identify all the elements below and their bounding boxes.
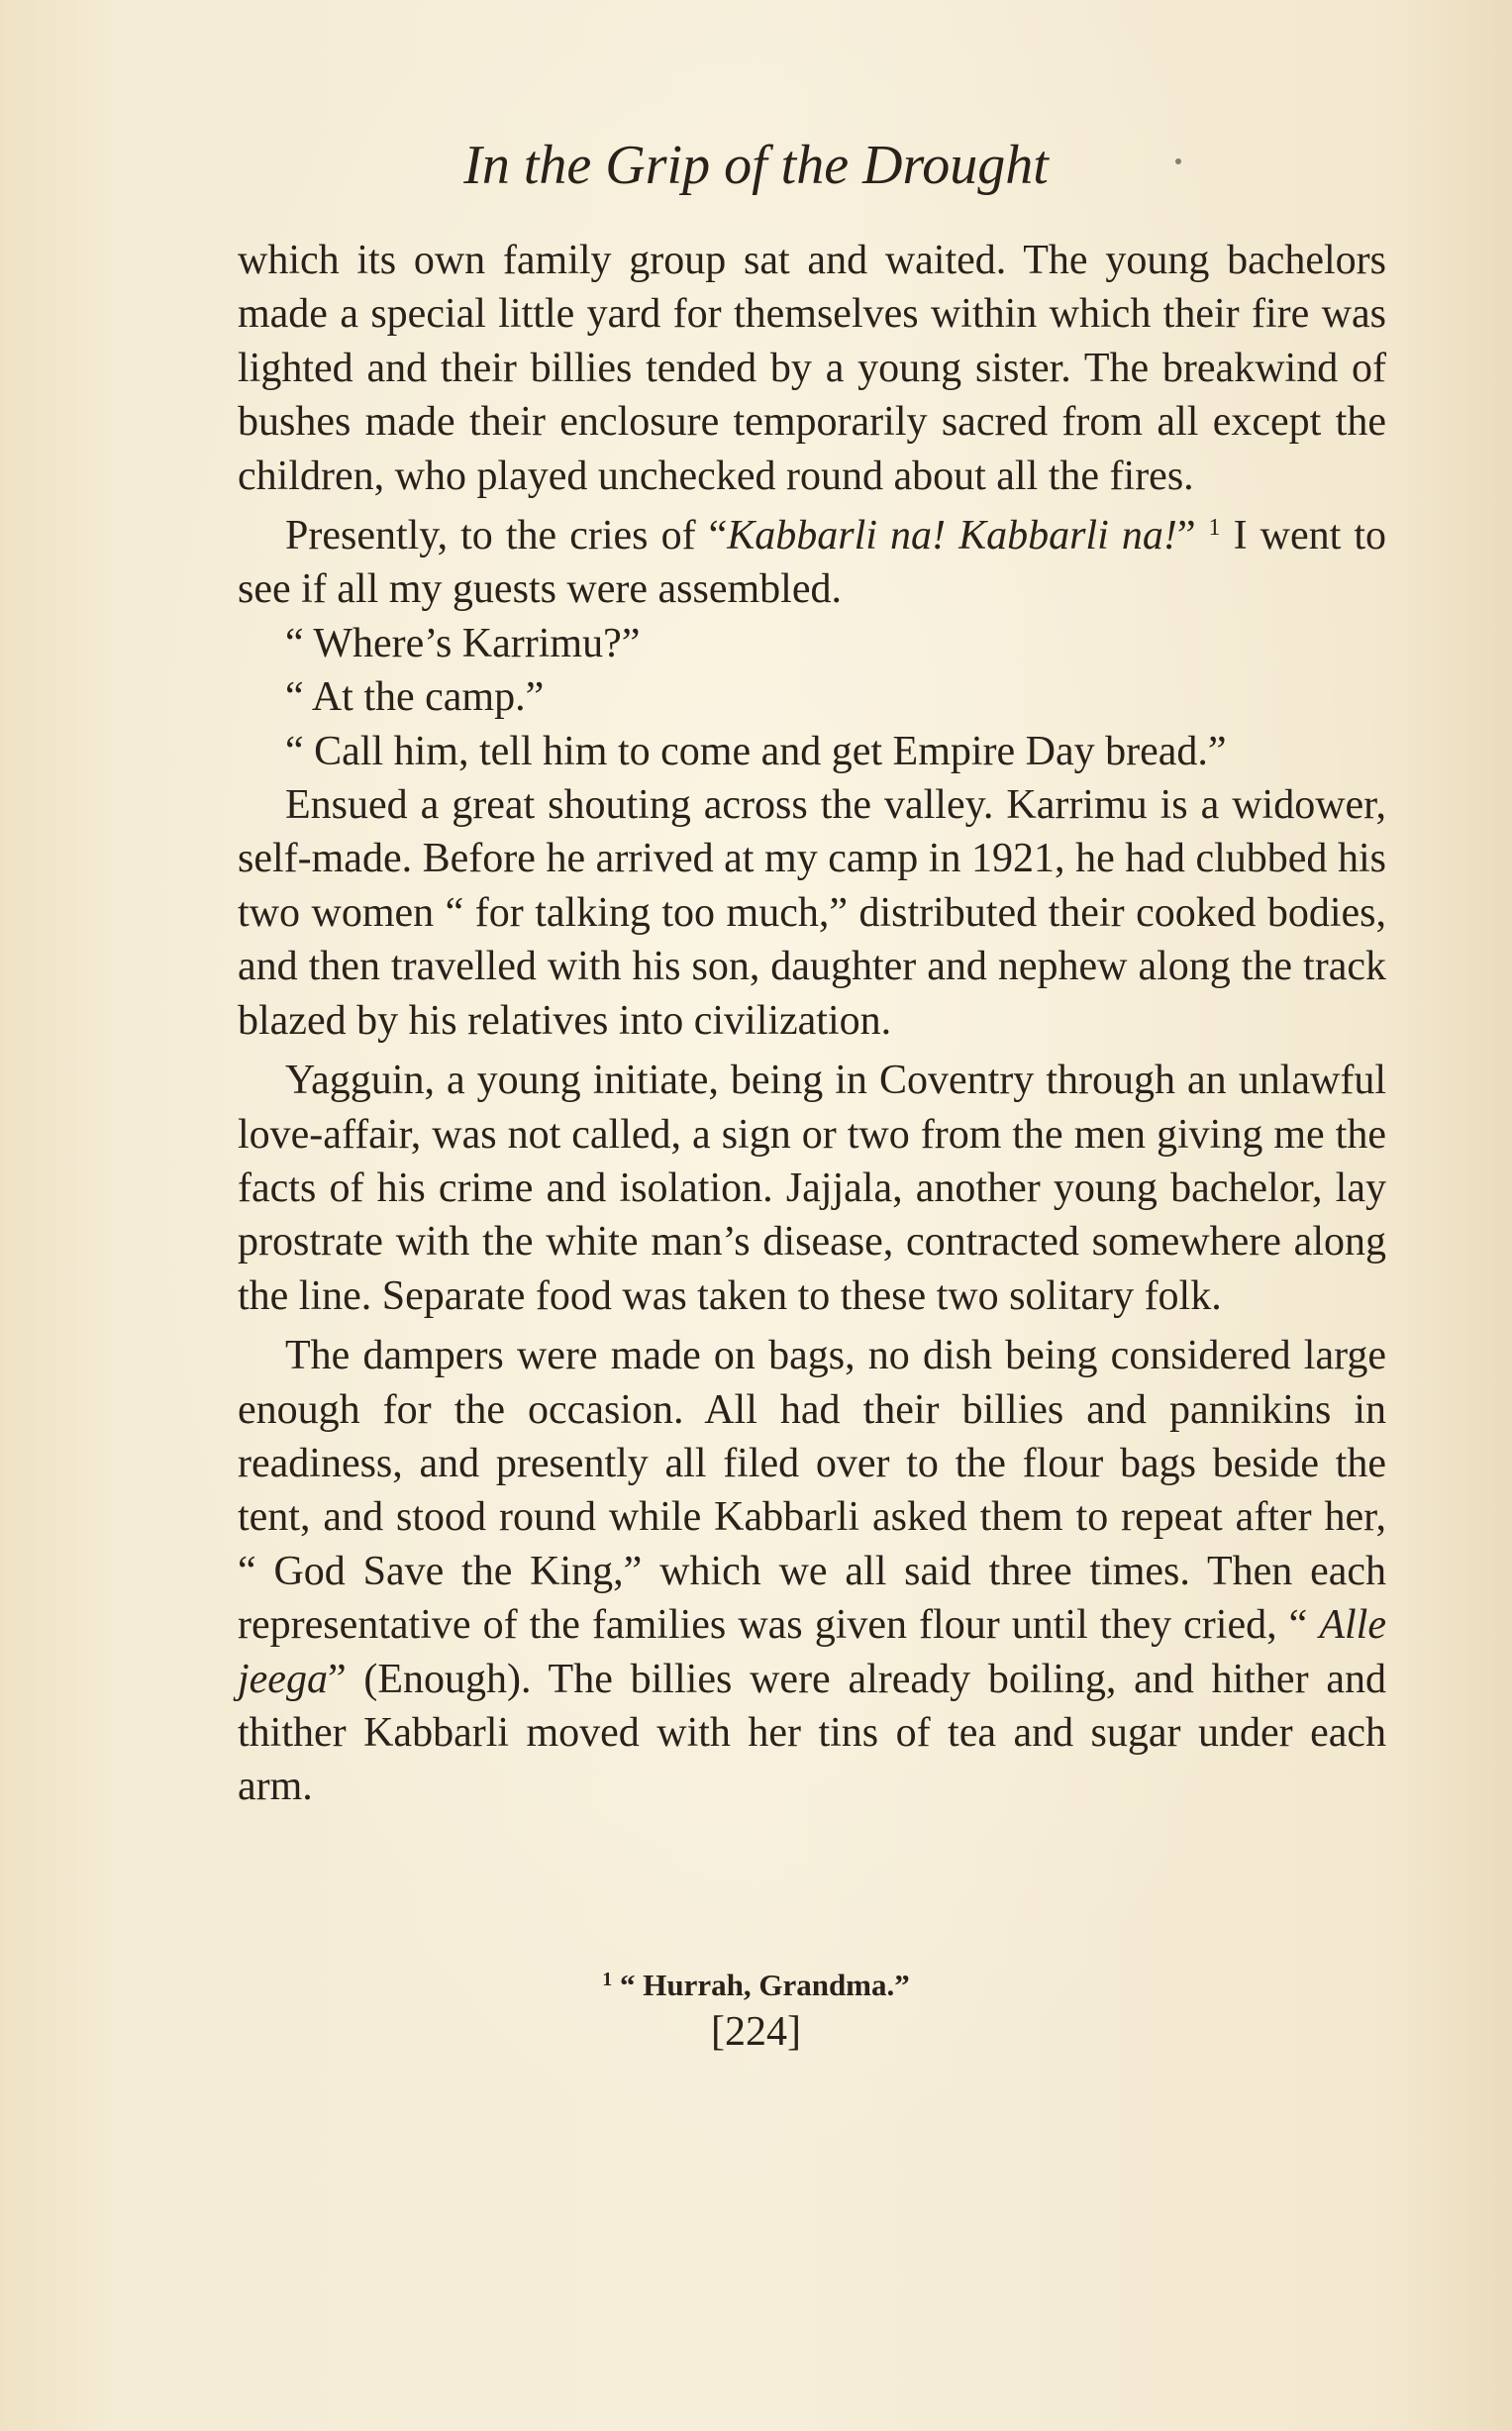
paragraph-2-italic-cry: Kabbarli na! Kabbarli na!: [727, 513, 1177, 559]
running-head: In the Grip of the Drought: [463, 135, 1049, 196]
paragraph-2-lead: Presently, to the cries of “: [285, 513, 728, 559]
paragraph-6: Ensued a great shouting across the valley. Karrimu is a widower, self-made. Before he arrived at my camp in 1921, he had clubbed his two women “ for talking too much,” distributed their cooked bodies, and then travelled with his son, daughter and nephew along the track blazed by his relatives into civilization.: [238, 782, 1386, 1044]
paragraph-2: [238, 509, 1386, 617]
footnote-text: “ Hurrah, Grandma.”: [619, 1968, 910, 2002]
paragraph-8-rest: ” (Enough). The billies were already boiling, and hither and thither Kabbarli moved with her tins of tea and sugar under each arm.: [238, 1656, 1386, 1810]
ink-speck: [1175, 158, 1181, 164]
footnote: [0, 1968, 1512, 2003]
paragraph-8: [238, 1329, 1386, 1814]
paragraph-3: “ Where’s Karrimu?”: [285, 620, 641, 666]
body-text: [238, 234, 1386, 1814]
paragraph-8-lead: The dampers were made on bags, no dish being considered large enough for the occasion. All had their billies and pannikins in readiness, and presently all filed over to the flour bags beside the tent, and stood round while Kabbarli asked them to repeat after her, “ God Save the King,” which we all said three times. Then each representative of the families was given flour until they cried, “: [238, 1333, 1386, 1649]
paragraph-2-close-quote: ”: [1176, 513, 1196, 559]
paragraph-5: “ Call him, tell him to come and get Empire Day bread.”: [285, 728, 1227, 774]
footnote-reference: 1: [1208, 515, 1221, 542]
paragraph-2-rest: I went to see if all my guests were assembled.: [238, 513, 1387, 613]
paragraph-7: Yagguin, a young initiate, being in Coventry through an unlawful love-affair, was not called, a sign or two from the men giving me the facts of his crime and isolation. Jajjala, another young bachelor, lay prostrate with the white man’s disease, contracted somewhere along the line. Separate food was taken to these two solitary folk.: [238, 1058, 1386, 1319]
paragraph-4: “ At the camp.”: [285, 674, 545, 721]
paragraph-8-italic-word: Alle jeega: [238, 1602, 1386, 1702]
footnote-marker: 1: [602, 1969, 613, 1990]
paragraph-1: which its own family group sat and waited. The young bachelors made a special little yard for themselves within which their fire was lighted and their billies tended by a young sister. The breakwind of bushes made their enclosure temporarily sacred from all except the children, who played unchecked round about all the fires.: [238, 238, 1386, 499]
page-number: [224]: [711, 2009, 801, 2055]
